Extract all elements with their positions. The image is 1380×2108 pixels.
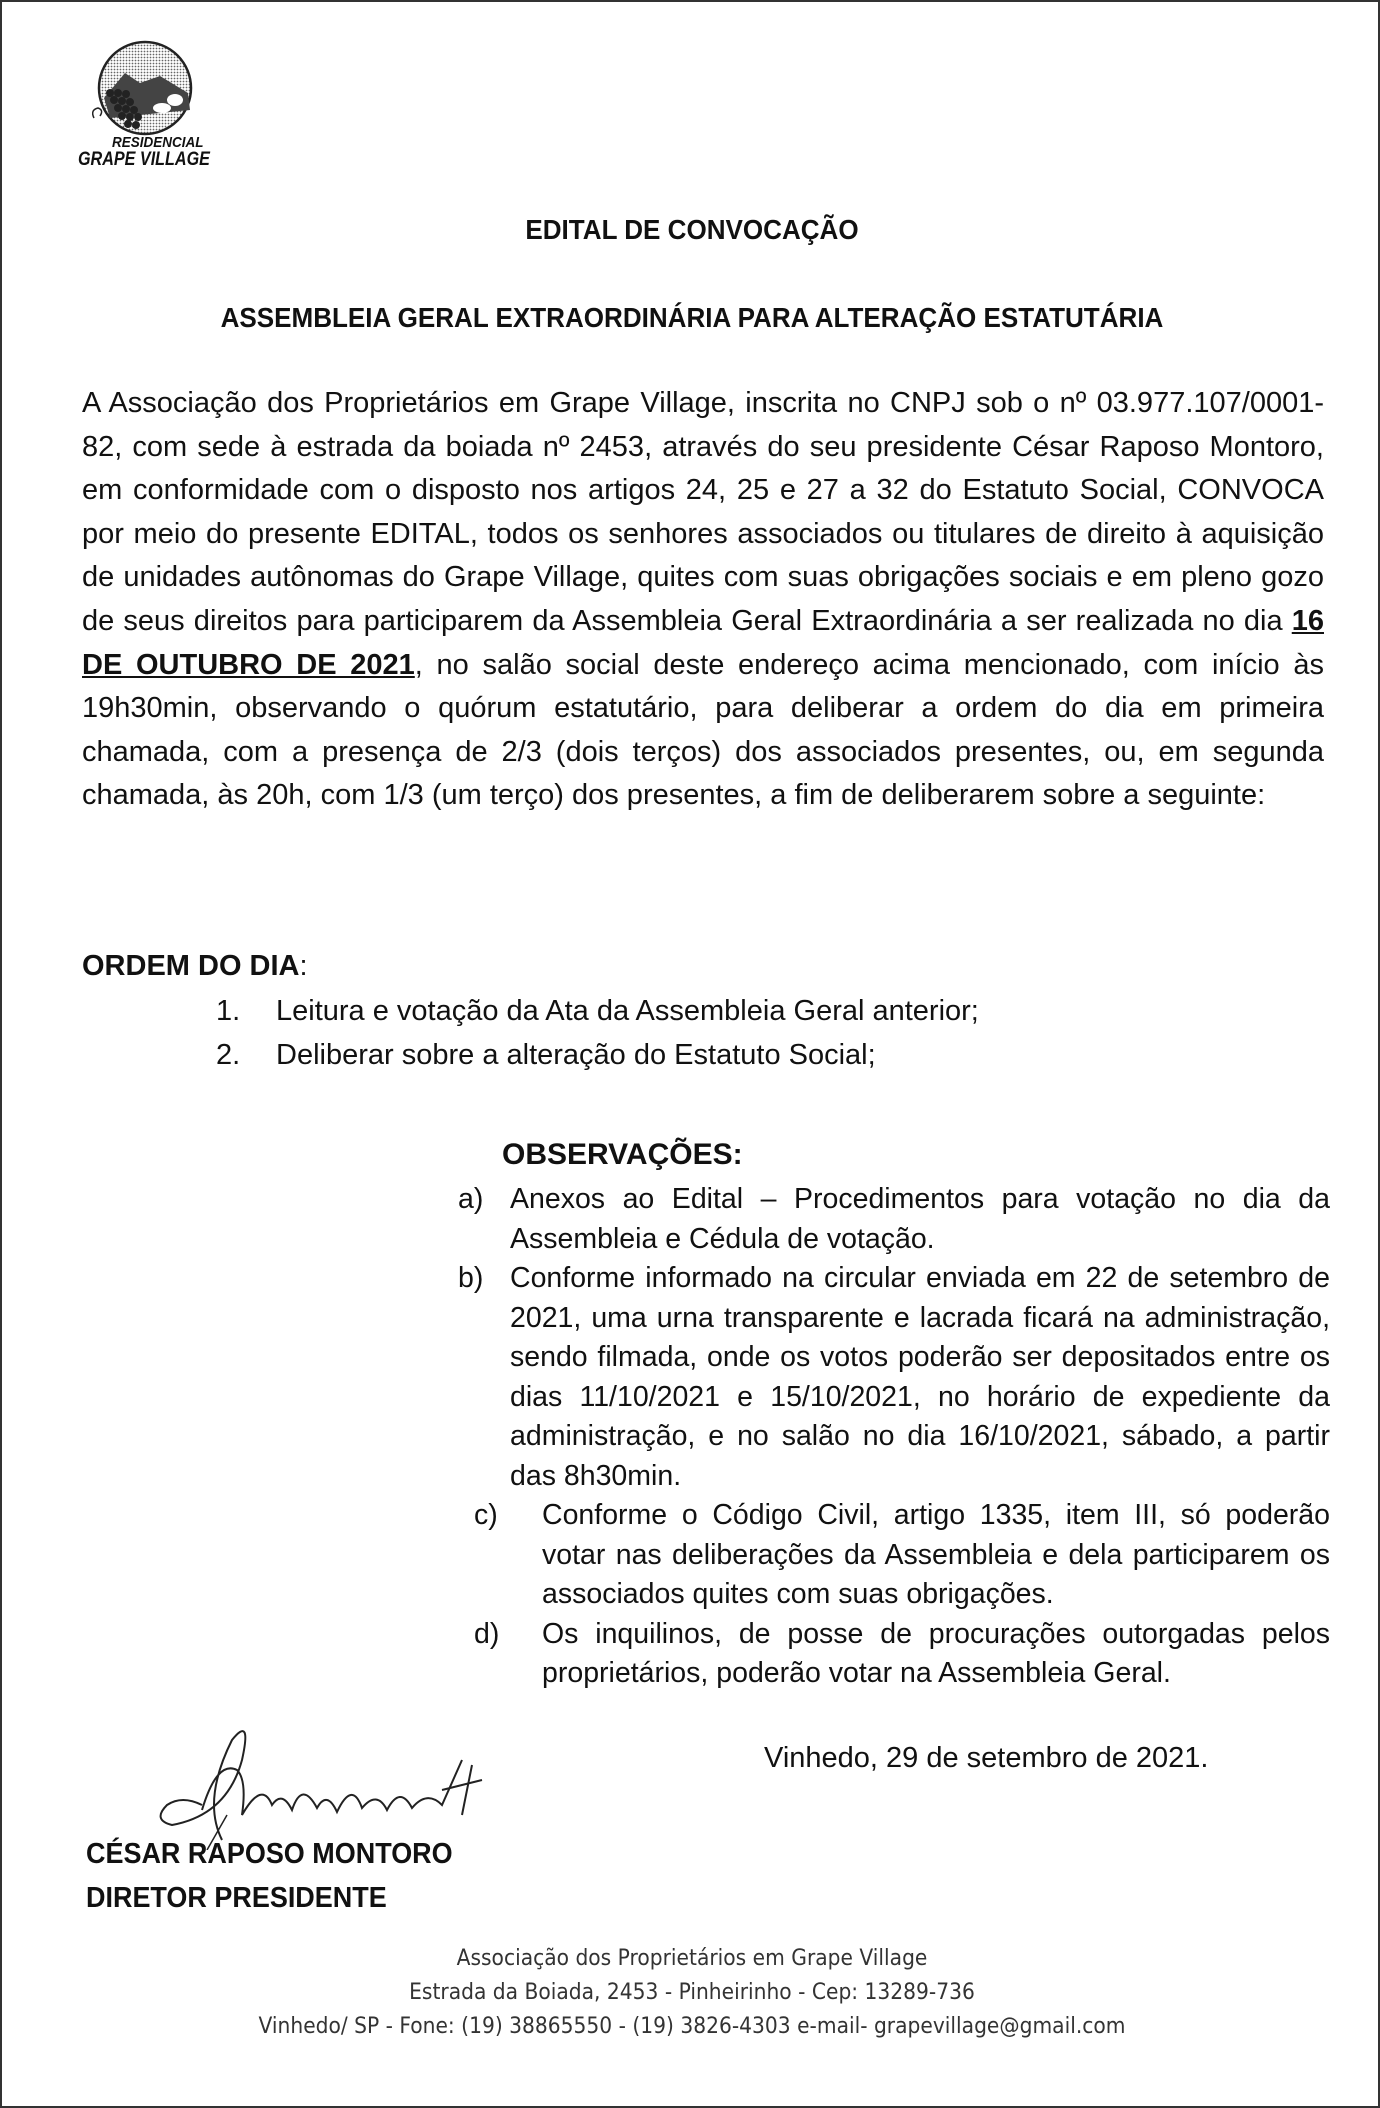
observation-item xyxy=(458,1259,1330,1496)
signatory-role: DIRETOR PRESIDENTE xyxy=(86,1882,387,1914)
observation-item xyxy=(458,1180,1330,1259)
agenda-item-number: 2. xyxy=(216,1038,241,1071)
observation-label: d) xyxy=(474,1617,500,1650)
footer xyxy=(2,1942,1380,2044)
agenda-heading-text: ORDEM DO DIA xyxy=(82,950,300,982)
observation-text: Os inquilinos, de posse de procurações outorgadas pelos proprietários, poderão votar na Assembleia Geral. xyxy=(542,1617,1330,1689)
signatory-name: CÉSAR RAPOSO MONTORO xyxy=(86,1838,453,1870)
footer-contact: Vinhedo/ SP - Fone: (19) 38865550 - (19) 3826-4303 e-mail- grapevillage@gmail.com xyxy=(258,2014,1126,2039)
logo-text-grape-village: GRAPE VILLAGE xyxy=(78,149,210,170)
agenda-heading-colon: : xyxy=(299,950,308,982)
observation-text: Conforme o Código Civil, artigo 1335, item III, só poderão votar nas deliberações da Assembleia e dela participarem os associados quites com suas obrigações. xyxy=(542,1499,1330,1610)
paragraph-text-part1: A Associação dos Proprietários em Grape Village, inscrita no CNPJ sob o nº 03.977.107/0001-82, com sede à estrada da boiada nº 2453, através do seu presidente César Raposo Montoro, em conformidade com o disposto nos artigos 24, 25 e 27 a 32 do Estatuto Social, CONVOCA por meio do presente EDITAL, todos os senhores associados ou titulares de direito à aquisição de unidades autônomas do Grape Village, quites com suas obrigações sociais e em pleno gozo de seus direitos para participarem da Assembleia Geral Extraordinária a ser realizada no dia xyxy=(82,387,1324,637)
observation-label: a) xyxy=(458,1183,484,1215)
paragraph-text-part2: , no salão social deste endereço acima mencionado, com início às 19h30min, observando o quórum estatutário, para deliberar a ordem do dia em primeira chamada, com a presença de 2/3 (dois terços) dos associados presentes, ou, em segunda chamada, às 20h, com 1/3 (um terço) dos presentes, a fim de deliberarem sobre a seguinte: xyxy=(82,648,1324,812)
observation-label: b) xyxy=(458,1262,484,1294)
agenda-item-text: Deliberar sobre a alteração do Estatuto Social; xyxy=(276,1038,876,1071)
agenda-item-number: 1. xyxy=(216,995,241,1027)
observation-item xyxy=(458,1496,1330,1615)
handwritten-signature-icon xyxy=(142,1720,562,1850)
meeting-date-highlight: 16 DE OUTUBRO DE 2021 xyxy=(82,604,1324,681)
signatory-block xyxy=(86,1832,453,1920)
observation-label: c) xyxy=(474,1499,498,1531)
observation-item xyxy=(458,1615,1330,1694)
observations-list xyxy=(458,1180,1330,1694)
document-subtitle: ASSEMBLEIA GERAL EXTRAORDINÁRIA PARA ALTERAÇÃO ESTATUTÁRIA xyxy=(220,302,1164,333)
footer-organization: Associação dos Proprietários em Grape Village xyxy=(456,1946,928,1971)
agenda-heading xyxy=(82,950,308,983)
observation-text: Anexos ao Edital – Procedimentos para votação no dia da Assembleia e Cédula de votação. xyxy=(510,1183,1330,1255)
document-title: EDITAL DE CONVOCAÇÃO xyxy=(525,214,859,245)
agenda-item xyxy=(216,1034,979,1078)
logo-text-residencial: RESIDENCIAL xyxy=(112,134,204,151)
observations-heading: OBSERVAÇÕES: xyxy=(502,1138,743,1171)
grape-village-logo-icon xyxy=(80,38,210,138)
observation-text: Conforme informado na circular enviada em 22 de setembro de 2021, uma urna transparente e lacrada ficará na administração, sendo filmada, onde os votos poderão ser depositados entre os dias 11/10/2021 e 15/10/2021, no horário de expediente da administração, e no salão no dia 16/10/2021, sábado, a partir das 8h30min. xyxy=(510,1262,1330,1492)
footer-address: Estrada da Boiada, 2453 - Pinheirinho - Cep: 13289-736 xyxy=(409,1980,975,2005)
agenda-item-text: Leitura e votação da Ata da Assembleia Geral anterior; xyxy=(276,995,979,1027)
place-and-date: Vinhedo, 29 de setembro de 2021. xyxy=(764,1742,1209,1774)
agenda-list xyxy=(216,990,979,1077)
agenda-item xyxy=(216,990,979,1034)
convocation-paragraph xyxy=(82,382,1324,818)
